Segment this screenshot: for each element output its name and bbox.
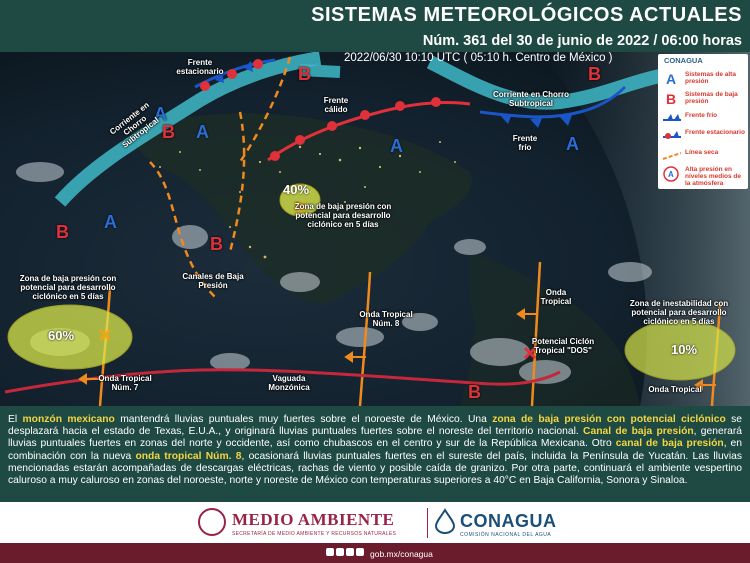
high-pressure-marker: A — [154, 104, 167, 124]
low-zone-texas-label: Zona de baja presión con potencial para desarrollo ciclónico en 5 días — [294, 202, 392, 229]
high-pressure-marker: A — [390, 136, 403, 156]
page-title: SISTEMAS METEOROLÓGICOS ACTUALES — [311, 4, 742, 26]
stationary-front-label: Frente estacionario — [176, 58, 224, 76]
highlighted-term: zona de baja presión con potencial ciclónico — [492, 414, 726, 425]
legend-item-high: A Sistemas de alta presión — [662, 70, 746, 88]
website-link[interactable]: gob.mx/conagua — [370, 549, 433, 559]
footer — [0, 502, 750, 563]
highlighted-term: canal de baja presión — [615, 438, 724, 450]
low-pressure-marker: B — [210, 234, 223, 254]
bulletin-number-date: Núm. 361 del 30 de junio de 2022 / 06:00 horas — [422, 33, 742, 49]
highlighted-term: monzón mexicano — [22, 414, 115, 425]
tropical-wave-right-label: Onda Tropical — [648, 385, 702, 394]
low-pressure-icon: B — [666, 91, 677, 107]
legend-item-high-upper: A Alta presión en niveles medios de la atmósfera — [662, 165, 746, 183]
header-banner — [0, 0, 750, 52]
description-text: , generará lluvias puntuales fuertes en zonas del norte y occidente, así como chubascos en el centro y sur de la República Mexicana. Otro — [8, 426, 743, 450]
highlighted-term: onda tropical Núm. 8 — [135, 450, 242, 462]
high-pressure-marker: A — [196, 122, 209, 142]
satellite-map — [0, 52, 750, 406]
low-pressure-marker: B — [468, 382, 481, 402]
probability-atlantic: 10% — [671, 342, 698, 357]
medio-ambiente-logo: MEDIO AMBIENTE SECRETARÍA DE MEDIO AMBIENTE Y RECURSOS NATURALES — [198, 508, 420, 538]
conagua-legend-logo: CONAGUA — [664, 56, 703, 65]
youtube-icon[interactable] — [356, 548, 364, 556]
description-text: , ocasionará lluvias puntuales fuertes en el sureste del país, incluida la Península de Yucatán. Las lluvias mencionadas estarán acompañadas de descargas eléctricas, rachas de viento y posible caída de granizo. Por otra parte, continuará el ambiente vespertino caluroso a muy caluroso en zonas del noroeste, norte y noreste de México con temperaturas superiores a 40°C en Baja California, Sonora y Sinaloa. — [8, 450, 742, 487]
forecast-description — [0, 406, 750, 502]
description-text: , en combinación con la nueva — [8, 438, 742, 462]
probability-texas: 40% — [283, 182, 310, 197]
instagram-icon[interactable] — [346, 548, 354, 556]
cold-front-label: Frente frío — [512, 134, 538, 152]
tropical-wave-7-label: Onda Tropical Núm. 7 — [98, 374, 152, 392]
jet-stream-label-left: Corriente en Chorro Subtropical — [108, 100, 161, 150]
low-zone-pacific-label: Zona de baja presión con potencial para desarrollo ciclónico en 5 días — [19, 274, 117, 301]
high-pressure-marker: A — [566, 134, 579, 154]
canals-label: Canales de Baja Presión — [182, 272, 244, 290]
instability-zone-label: Zona de inestabilidad con potencial para desarrollo ciclónico en 5 días — [629, 299, 729, 326]
dry-line-icon — [662, 149, 682, 165]
forecast-paragraph — [0, 406, 750, 487]
tropical-wave-top-label: Onda Tropical — [540, 288, 572, 306]
water-drop-icon — [434, 508, 456, 534]
image-timestamp: 2022/06/30 10:10 UTC ( 05:10 h. Centro de México ) — [344, 52, 613, 64]
cold-front-icon — [662, 112, 682, 128]
warm-front-label: Frente cálido — [323, 96, 349, 114]
description-text: El — [8, 414, 23, 425]
legend-item-stationary-front: Frente estacionario — [662, 128, 746, 146]
tropical-wave-8-label: Onda Tropical Núm. 8 — [359, 310, 413, 328]
legend-item-cold-front: Frente frío — [662, 111, 746, 129]
jet-stream-label-right: Corriente en Chorro Subtropical — [492, 90, 569, 108]
government-seal-icon — [198, 508, 226, 536]
probability-pacific: 60% — [48, 328, 75, 343]
map-legend — [658, 54, 748, 189]
high-pressure-icon: A — [666, 71, 677, 87]
legend-item-dry-line: Línea seca — [662, 148, 746, 166]
high-pressure-marker: A — [104, 212, 117, 232]
low-pressure-marker: B — [588, 64, 601, 84]
ptc-dos-label: Potencial Ciclón Tropical "DOS" — [531, 337, 595, 355]
legend-item-low: B Sistemas de baja presión — [662, 90, 746, 108]
logo-divider — [427, 508, 428, 538]
description-text: mantendrá lluvias puntuales muy fuertes sobre el noroeste de México. Una — [114, 414, 493, 425]
high-pressure-upper-icon — [662, 166, 682, 182]
low-pressure-marker: B — [298, 64, 311, 84]
conagua-logo: CONAGUA COMISIÓN NACIONAL DEL AGUA — [434, 508, 564, 538]
svg-text:A: A — [668, 170, 674, 179]
facebook-icon[interactable] — [326, 548, 334, 556]
monsoon-trough-label: Vaguada Monzónica — [268, 374, 310, 392]
low-pressure-marker: B — [56, 222, 69, 242]
low-pressure-marker: B — [162, 122, 175, 142]
highlighted-term: Canal de baja presión — [583, 426, 694, 438]
twitter-icon[interactable] — [336, 548, 344, 556]
social-links — [326, 547, 446, 561]
description-text: se desplazará hacia el estado de Texas, E.U.A., y originará lluvias puntuales fuertes sobre el noreste del territorio nacional. — [8, 414, 742, 438]
stationary-front-icon — [662, 129, 682, 145]
